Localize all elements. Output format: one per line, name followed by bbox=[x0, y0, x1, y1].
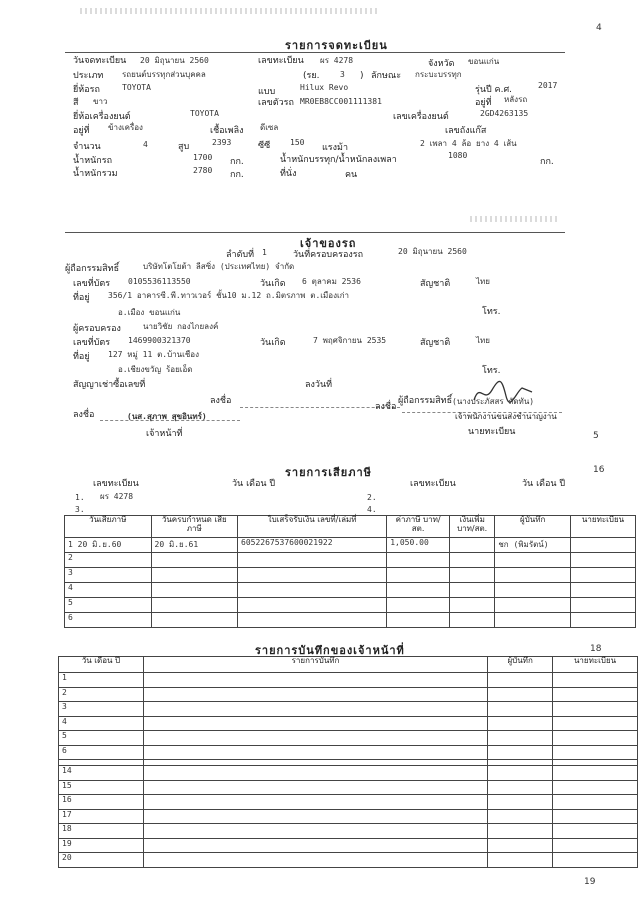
divider bbox=[65, 232, 565, 233]
tax-item-4-num: 4. bbox=[367, 505, 377, 514]
address-label: ที่อยู่ bbox=[73, 293, 90, 303]
tax-date-label-2: วัน เดือน ปี bbox=[522, 479, 566, 489]
sign2-label: ลงชื่อ bbox=[73, 410, 95, 420]
hp-value: 150 bbox=[290, 138, 305, 147]
engine-no-value: 2GD4263135 bbox=[480, 109, 529, 118]
weight-value: 1700 bbox=[193, 153, 213, 162]
tax-amount-value: 1,050.00 bbox=[387, 538, 450, 553]
records-table bbox=[58, 656, 638, 868]
tax-due-value: 20 มิ.ย.61 bbox=[151, 538, 238, 553]
tax-reg-value bbox=[571, 538, 636, 553]
tax-item-1-value: ผร 4278 bbox=[100, 492, 134, 501]
id2-value: 1469900321370 bbox=[128, 336, 191, 345]
type-label: ประเภท bbox=[73, 71, 104, 81]
seats-label: ที่นั่ง bbox=[280, 169, 297, 179]
ror-close: ) bbox=[360, 71, 364, 81]
row-number: 20 bbox=[59, 853, 144, 868]
tax-date-label: วัน เดือน ปี bbox=[232, 479, 276, 489]
table-row bbox=[59, 853, 638, 868]
row-number: 5 bbox=[65, 598, 152, 613]
weight-label: น้ำหนักรถ bbox=[73, 156, 113, 166]
registration-title: รายการจดทะเบียน bbox=[285, 39, 388, 52]
owner-role-label: ผู้ถือกรรมสิทธิ์ bbox=[398, 396, 453, 406]
tax-item-2-num: 2. bbox=[367, 493, 377, 502]
registrar-title-value: เจ้าพนักงานขนส่งชำนาญงาน bbox=[455, 412, 557, 421]
tel-label: โทร. bbox=[482, 307, 501, 317]
tax-receipt-value: 6052267537600021922 bbox=[238, 538, 387, 553]
birth2-value: 7 พฤศจิกายน 2535 bbox=[313, 336, 387, 345]
birth-value: 6 ตุลาคม 2536 bbox=[302, 277, 361, 286]
gas-label: เลขถังแก๊ส bbox=[445, 126, 487, 136]
row-number: 17 bbox=[59, 809, 144, 824]
chassis-label: เลขตัวรถ bbox=[258, 98, 294, 108]
row-number: 3 bbox=[59, 702, 144, 717]
model-value: Hilux Revo bbox=[300, 83, 349, 92]
tax-col-extra: เงินเพิ่ม บาท/สต. bbox=[449, 516, 494, 538]
chassis-loc-label: อยู่ที่ bbox=[475, 98, 492, 108]
sign3-label: ลงชื่อ bbox=[375, 402, 397, 412]
address2-label: ที่อยู่ bbox=[73, 352, 90, 362]
table-row bbox=[59, 716, 638, 731]
province-label: จังหวัด bbox=[428, 59, 455, 69]
table-row bbox=[59, 687, 638, 702]
reg-date-label: วันจดทะเบียน bbox=[73, 56, 127, 66]
cc-value: 2393 bbox=[212, 138, 232, 147]
color-value: ขาว bbox=[93, 97, 108, 106]
tax-item-3-num: 3. bbox=[75, 505, 85, 514]
nationality-value: ไทย bbox=[476, 277, 490, 286]
table-row bbox=[59, 702, 638, 717]
scan-noise-top bbox=[80, 8, 380, 14]
year-label: รุ่นปี ค.ศ. bbox=[475, 85, 513, 95]
own-date-label: วันที่ครอบครองรถ bbox=[293, 250, 364, 260]
owner-title: เจ้าของรถ bbox=[300, 237, 357, 250]
address2-line2-value: อ.เชียงขวัญ ร้อยเอ็ด bbox=[118, 365, 193, 374]
row-number: 6 bbox=[65, 613, 152, 628]
brand-label: ยี่ห้อรถ bbox=[73, 85, 100, 95]
fuel-value: ดีเซล bbox=[260, 123, 279, 132]
table-row bbox=[65, 598, 636, 613]
engine-brand-label: ยี่ห้อเครื่องยนต์ bbox=[73, 112, 131, 122]
engine-no-label: เลขเครื่องยนต์ bbox=[393, 112, 449, 122]
tel2-label: โทร. bbox=[482, 366, 501, 376]
year-value: 2017 bbox=[538, 81, 558, 90]
engine-loc-label: อยู่ที่ bbox=[73, 126, 90, 136]
row-number: 16 bbox=[59, 795, 144, 810]
address2-value: 127 หมู่ 11 ต.บ้านเชือง bbox=[108, 350, 200, 359]
holder-label: ผู้ครอบครอง bbox=[73, 324, 121, 334]
records-col-registrar: นายทะเบียน bbox=[553, 657, 638, 673]
tax-title: รายการเสียภาษี bbox=[285, 466, 372, 479]
table-row bbox=[59, 731, 638, 746]
section-number-records: 18 bbox=[590, 644, 602, 654]
officer-role-label: เจ้าหน้าที่ bbox=[146, 429, 183, 439]
birth-label: วันเกิด bbox=[260, 279, 286, 289]
load-unit: กก. bbox=[540, 157, 554, 167]
tax-paid-value: 20 มิ.ย.60 bbox=[77, 540, 122, 549]
tax-item-1-num: 1. bbox=[75, 493, 85, 502]
divider bbox=[65, 52, 565, 53]
color-label: สี bbox=[73, 98, 79, 108]
row-number: 4 bbox=[59, 716, 144, 731]
table-row bbox=[59, 780, 638, 795]
cyl-unit: สูบ bbox=[178, 142, 190, 152]
table-row bbox=[65, 583, 636, 598]
table-row bbox=[65, 538, 636, 553]
tax-col-registrar: นายทะเบียน bbox=[571, 516, 636, 538]
row-number: 3 bbox=[65, 568, 152, 583]
chassis-value: MR0EB8CC001111381 bbox=[300, 97, 382, 106]
ror-value: 3 bbox=[340, 70, 345, 79]
section-number-tax: 16 bbox=[593, 465, 605, 475]
row-number: 1 bbox=[59, 673, 144, 688]
row-number: 18 bbox=[59, 824, 144, 839]
table-row bbox=[59, 766, 638, 781]
row-number: 1 bbox=[68, 540, 73, 549]
fuel-label: เชื้อเพลิง bbox=[210, 126, 244, 136]
scan-noise-mid bbox=[470, 216, 560, 222]
id-value: 0105536113550 bbox=[128, 277, 191, 286]
registrar-name-value: (นางประภัสสร ถัดทัน) bbox=[452, 397, 535, 406]
province-value: ขอนแก่น bbox=[468, 57, 500, 66]
type-value: รถยนต์บรรทุกส่วนบุคคล bbox=[122, 70, 206, 79]
row-number: 19 bbox=[59, 838, 144, 853]
engine-loc-value: ข้างเครื่อง bbox=[108, 123, 143, 132]
table-row bbox=[59, 809, 638, 824]
records-title: รายการบันทึกของเจ้าหน้าที่ bbox=[255, 644, 405, 657]
engine-brand-value: TOYOTA bbox=[190, 109, 219, 118]
tax-col-amount: ค่าภาษี บาท/สต. bbox=[387, 516, 450, 538]
table-row bbox=[59, 838, 638, 853]
tax-reg-no-label-2: เลขทะเบียน bbox=[410, 479, 456, 489]
total-value: 2780 bbox=[193, 166, 213, 175]
id-label: เลขที่บัตร bbox=[73, 279, 111, 289]
table-row bbox=[59, 673, 638, 688]
char-value: กระบะบรรทุก bbox=[415, 70, 462, 79]
total-label: น้ำหนักรวม bbox=[73, 169, 118, 179]
tax-col-paid: วันเสียภาษี bbox=[65, 516, 152, 538]
row-number: 2 bbox=[65, 553, 152, 568]
hp-label: แรงม้า bbox=[322, 143, 349, 153]
contract-date-label: ลงวันที่ bbox=[305, 380, 333, 390]
tax-col-by: ผู้บันทึก bbox=[495, 516, 571, 538]
ror-label: (รย. bbox=[303, 71, 320, 81]
sign-label: ลงชื่อ bbox=[210, 396, 232, 406]
tax-reg-no-label: เลขทะเบียน bbox=[93, 479, 139, 489]
model-label: แบบ bbox=[258, 87, 276, 97]
load-value: 1080 bbox=[448, 151, 468, 160]
nationality-label: สัญชาติ bbox=[420, 279, 451, 289]
contract-label: สัญญาเช่าซื้อเลขที่ bbox=[73, 380, 146, 390]
table-row bbox=[65, 568, 636, 583]
tax-extra-value bbox=[449, 538, 494, 553]
table-row bbox=[65, 553, 636, 568]
weight-unit: กก. bbox=[230, 157, 244, 167]
cyl-value: 4 bbox=[143, 140, 148, 149]
chassis-loc-value: หลังรถ bbox=[504, 95, 528, 104]
birth2-label: วันเกิด bbox=[260, 338, 286, 348]
row-number: 4 bbox=[65, 583, 152, 598]
table-row bbox=[65, 613, 636, 628]
section-number-owner: 5 bbox=[593, 431, 599, 441]
brand-value: TOYOTA bbox=[122, 83, 151, 92]
cc-unit: ซีซี bbox=[258, 141, 271, 151]
reg-no-label: เลขทะเบียน bbox=[258, 56, 304, 66]
table-row bbox=[59, 824, 638, 839]
seq-value: 1 bbox=[262, 248, 267, 257]
officer-name-value: (นส.สุภาพ สุขอินทร์) bbox=[127, 412, 207, 421]
id2-label: เลขที่บัตร bbox=[73, 338, 111, 348]
row-number: 6 bbox=[59, 745, 144, 760]
table-row bbox=[59, 795, 638, 810]
cyl-label: จำนวน bbox=[73, 142, 101, 152]
registrar-role-label: นายทะเบียน bbox=[468, 427, 516, 437]
row-number: 2 bbox=[59, 687, 144, 702]
records-col-date: วัน เดือน ปี bbox=[59, 657, 144, 673]
address-line2-value: อ.เมือง ขอนแก่น bbox=[118, 308, 181, 317]
page-number-bottom: 19 bbox=[584, 877, 596, 887]
total-unit: กก. bbox=[230, 170, 244, 180]
tax-col-due: วันครบกำหนด เสียภาษี bbox=[151, 516, 238, 538]
table-row bbox=[59, 745, 638, 760]
page-number-top: 4 bbox=[596, 23, 602, 33]
row-number: 5 bbox=[59, 731, 144, 746]
seats-unit: คน bbox=[345, 170, 358, 180]
tax-col-receipt: ใบเสร็จรับเงิน เลขที่/เล่มที่ bbox=[238, 516, 387, 538]
nationality2-value: ไทย bbox=[476, 336, 490, 345]
owner-name-value: บริษัทโตโยต้า ลีสซิ่ง (ประเทศไทย) จำกัด bbox=[143, 262, 295, 271]
char-label: ลักษณะ bbox=[371, 71, 402, 81]
axles-value: 2 เพลา 4 ล้อ ยาง 4 เส้น bbox=[420, 139, 517, 148]
records-col-by: ผู้บันทึก bbox=[488, 657, 553, 673]
owner-label: ผู้ถือกรรมสิทธิ์ bbox=[65, 264, 120, 274]
row-number: 15 bbox=[59, 780, 144, 795]
tax-table bbox=[64, 515, 636, 628]
load-label: น้ำหนักบรรทุก/น้ำหนักลงเพลา bbox=[280, 155, 397, 165]
records-col-entry: รายการบันทึก bbox=[143, 657, 487, 673]
holder-name-value: นายวิชัย กองไกยลงค์ bbox=[143, 322, 219, 331]
tax-by-value: ชก (พิมรัตน์) bbox=[495, 538, 571, 553]
row-number: 14 bbox=[59, 766, 144, 781]
address-value: 356/1 อาคารซี.พี.ทาวเวอร์ ชั้น10 ม.12 ถ.มิตรภาพ ต.เมืองเก่า bbox=[108, 291, 350, 300]
reg-date-value: 20 มิถุนายน 2560 bbox=[140, 56, 209, 65]
seq-label: ลำดับที่ bbox=[226, 250, 255, 260]
reg-no-value: ผร 4278 bbox=[320, 56, 354, 65]
nationality2-label: สัญชาติ bbox=[420, 338, 451, 348]
own-date-value: 20 มิถุนายน 2560 bbox=[398, 247, 467, 256]
